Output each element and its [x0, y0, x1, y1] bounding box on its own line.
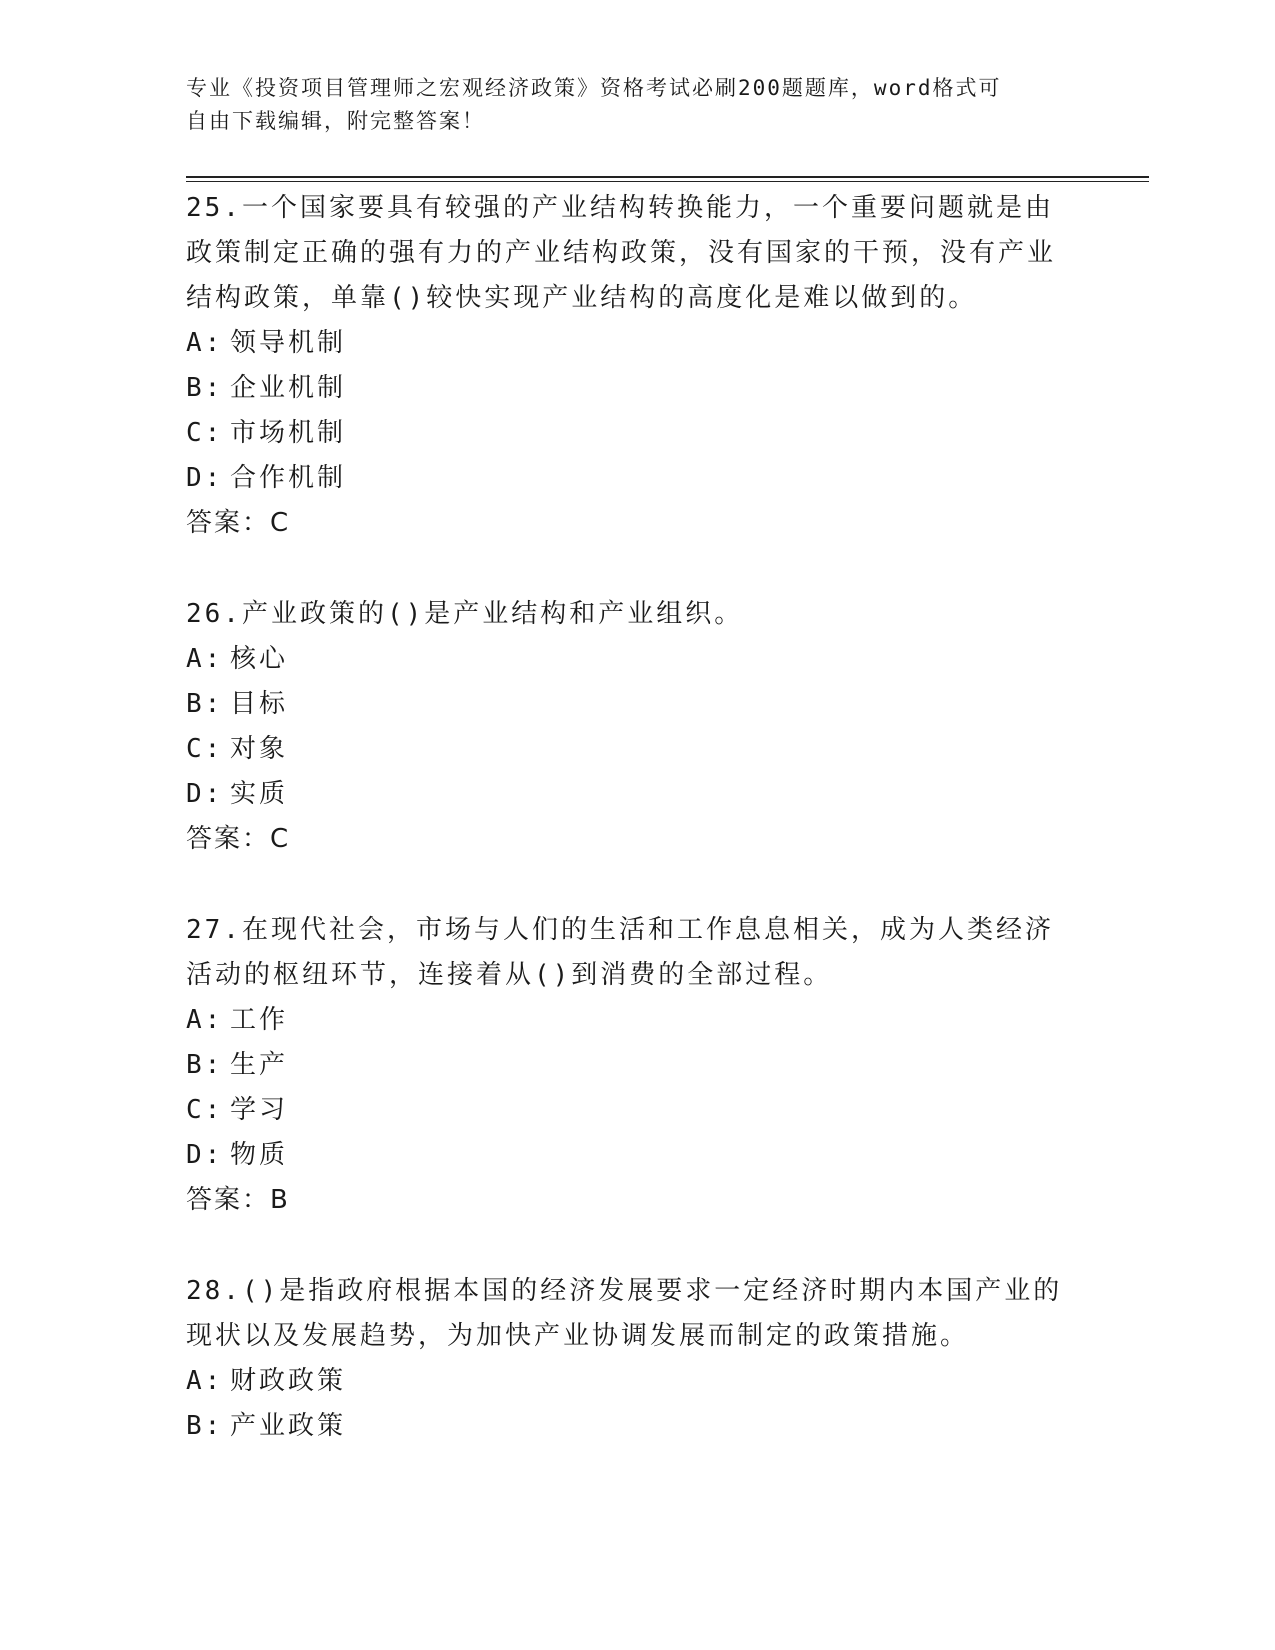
question-stem: 26.产业政策的()是产业结构和产业组织。: [186, 599, 744, 629]
option-letter: C:: [186, 734, 224, 764]
option-letter: C:: [186, 1095, 224, 1125]
option-letter: B:: [186, 1411, 224, 1441]
option-letter: C:: [186, 418, 224, 448]
option-c: [186, 1088, 1066, 1133]
option-text: 工作: [230, 1005, 289, 1035]
option-d: [186, 1133, 1066, 1178]
answer-line: 答案：B: [186, 1185, 290, 1215]
question-28: [186, 1269, 1066, 1449]
question-26: [186, 592, 1066, 862]
option-letter: D:: [186, 1140, 224, 1170]
question-27: [186, 908, 1066, 1223]
option-a: [186, 637, 1066, 682]
option-letter: B:: [186, 689, 224, 719]
option-text: 对象: [230, 734, 289, 764]
option-a: [186, 1359, 1066, 1404]
answer-line: 答案：C: [186, 824, 291, 854]
option-letter: D:: [186, 779, 224, 809]
option-b: [186, 1043, 1066, 1088]
option-letter: A:: [186, 1366, 224, 1396]
option-b: [186, 682, 1066, 727]
header-line-2: 自由下载编辑，附完整答案！: [186, 109, 485, 133]
option-text: 领导机制: [230, 328, 347, 358]
option-text: 财政政策: [230, 1366, 347, 1396]
option-letter: A:: [186, 644, 224, 674]
header-divider-thick: [186, 176, 1149, 178]
option-d: [186, 456, 1066, 501]
question-stem: 25.一个国家要具有较强的产业结构转换能力，一个重要问题就是由政策制定正确的强有力的产业结构政策，没有国家的干预，没有产业结构政策，单靠()较快实现产业结构的高度化是难以做到的。: [186, 193, 1057, 313]
question-stem: 28.()是指政府根据本国的经济发展要求一定经济时期内本国产业的现状以及发展趋势，为加快产业协调发展而制定的政策措施。: [186, 1276, 1063, 1351]
document-header: [186, 72, 1066, 138]
option-letter: B:: [186, 1050, 224, 1080]
option-letter: B:: [186, 373, 224, 403]
option-text: 核心: [230, 644, 289, 674]
option-text: 学习: [230, 1095, 289, 1125]
option-text: 物质: [230, 1140, 289, 1170]
option-a: [186, 998, 1066, 1043]
option-b: [186, 1404, 1066, 1449]
header-line-1: 专业《投资项目管理师之宏观经济政策》资格考试必刷200题题库，word格式可: [186, 76, 1002, 100]
option-a: [186, 321, 1066, 366]
option-text: 产业政策: [230, 1411, 347, 1441]
option-text: 实质: [230, 779, 289, 809]
option-d: [186, 772, 1066, 817]
option-text: 企业机制: [230, 373, 347, 403]
header-divider-thin: [186, 181, 1149, 182]
option-text: 市场机制: [230, 418, 347, 448]
answer-line: 答案：C: [186, 508, 291, 538]
question-list: [186, 186, 1066, 1495]
option-text: 合作机制: [230, 463, 347, 493]
option-c: [186, 411, 1066, 456]
question-25: [186, 186, 1066, 546]
option-c: [186, 727, 1066, 772]
question-stem: 27.在现代社会，市场与人们的生活和工作息息相关，成为人类经济活动的枢纽环节，连接着从()到消费的全部过程。: [186, 915, 1054, 990]
option-text: 目标: [230, 689, 289, 719]
option-b: [186, 366, 1066, 411]
option-letter: D:: [186, 463, 224, 493]
option-letter: A:: [186, 1005, 224, 1035]
option-text: 生产: [230, 1050, 289, 1080]
option-letter: A:: [186, 328, 224, 358]
